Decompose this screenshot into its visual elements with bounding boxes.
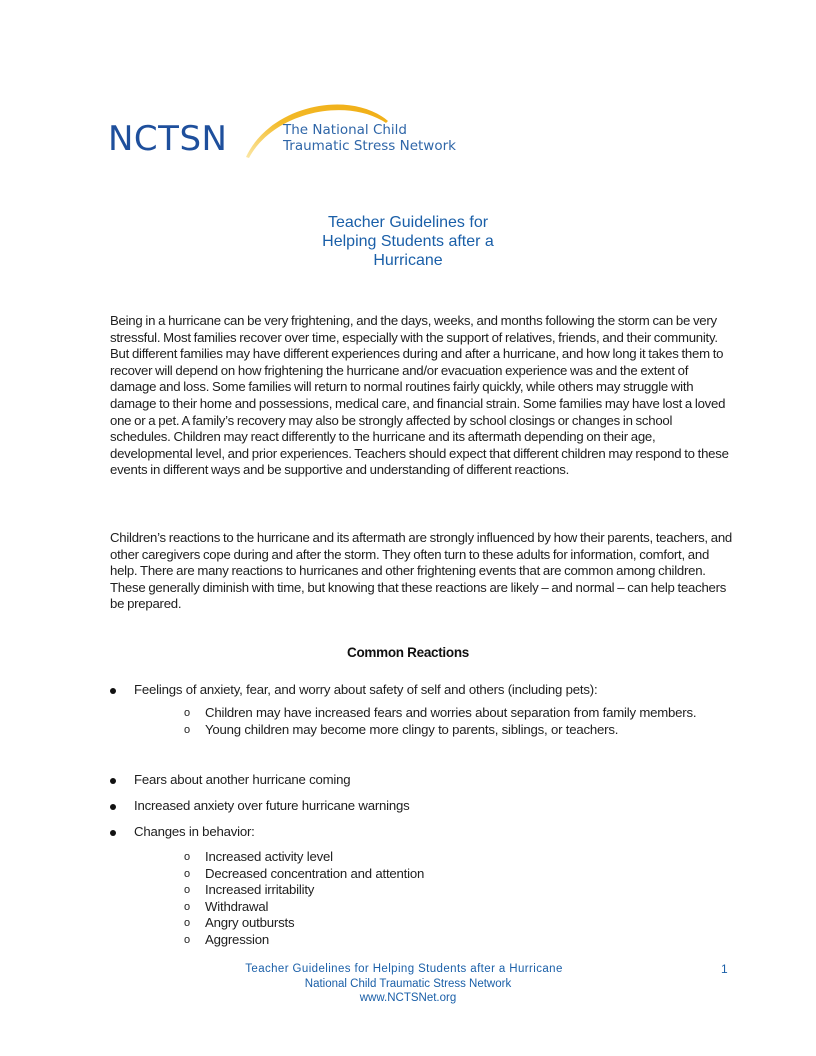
list-item-text: Increased anxiety over future hurricane warnings <box>134 798 410 813</box>
hollow-bullet-icon: o <box>184 900 190 913</box>
list-item-text: Fears about another hurricane coming <box>134 772 351 787</box>
bullet-icon <box>110 778 116 784</box>
document-title <box>0 213 816 270</box>
intro-paragraph: Being in a hurricane can be very frightening, and the days, weeks, and months following the storm can be very stressful. Most families recover over time, especially with the support of relatives, friends, and their community. But different families may have different experiences during and after a hurricane, and how long it takes them to recover will depend on how frightening the hurricane and/or evacuation experience was and the extent of damage and loss. Some families will return to normal routines fairly quickly, while others may struggle with damage to their home and possessions, medical care, and financial strain. Some families may have lost a loved one or a pet. A family’s recovery may also be strongly affected by school closings or changes in school schedules. Children may react differently to the hurricane and its aftermath depending on their age, developmental level, and prior experiences. Teachers should expect that different children may respond to these events in different ways and be supportive and understanding of different reactions. <box>110 313 729 478</box>
sub-list-item <box>184 722 704 739</box>
section-heading-common-reactions: Common Reactions <box>347 645 469 660</box>
reactions-paragraph: Children’s reactions to the hurricane and its aftermath are strongly influenced by how their parents, teachers, and other caregivers cope during and after the storm. They often turn to these adults for information, comfort, and help. There are many reactions to hurricanes and other frightening events that are common among children. These generally diminish with time, but knowing that these reactions are likely – and normal – can help teachers be prepared. <box>110 530 733 612</box>
title-line-2: Helping Students after a <box>322 233 494 250</box>
sub-list <box>184 849 704 949</box>
hollow-bullet-icon: o <box>184 884 190 897</box>
list-item-text: Feelings of anxiety, fear, and worry about safety of self and others (including pets): <box>134 682 598 697</box>
sub-list-item-text: Decreased concentration and attention <box>205 865 425 881</box>
footer-document-title: Teacher Guidelines for Helping Students after a Hurricane <box>245 963 563 975</box>
logo-tagline <box>283 122 456 154</box>
sub-list-item-text: Increased irritability <box>205 882 315 898</box>
hollow-bullet-icon: o <box>184 867 190 880</box>
nctsn-logo <box>108 95 468 165</box>
sub-list-item-text: Angry outbursts <box>205 915 295 931</box>
sub-list-item-text: Children may have increased fears and worries about separation from family members. <box>205 705 697 720</box>
title-line-1: Teacher Guidelines for <box>327 214 489 231</box>
logo-tagline-line-1: The National Child <box>283 122 407 138</box>
hollow-bullet-icon: o <box>184 851 190 863</box>
sub-list-item-text: Withdrawal <box>205 898 269 914</box>
bullet-icon <box>110 804 116 810</box>
list-item-text: Changes in behavior: <box>134 824 255 839</box>
page-number: 1 <box>721 962 728 976</box>
footer-organization: National Child Traumatic Stress Network <box>304 977 512 990</box>
footer-website-link[interactable]: www.NCTSNet.org <box>359 992 457 1004</box>
sub-list-item <box>184 899 704 916</box>
title-line-3: Hurricane <box>373 252 443 269</box>
hollow-bullet-icon: o <box>184 723 190 736</box>
bullet-icon <box>110 830 116 836</box>
sub-list-item <box>184 705 704 722</box>
sub-list-item <box>184 849 704 866</box>
sub-list-item <box>184 866 704 883</box>
hollow-bullet-icon: o <box>184 933 190 946</box>
sub-list-item-text: Aggression <box>205 931 269 947</box>
sub-list-item <box>184 932 704 949</box>
sub-list-item <box>184 915 704 932</box>
hollow-bullet-icon: o <box>184 917 190 930</box>
bullet-icon <box>110 688 116 694</box>
logo-wordmark: NCTSN <box>108 119 228 159</box>
page-footer <box>0 962 816 1006</box>
hollow-bullet-icon: o <box>184 707 190 719</box>
sub-list-item <box>184 882 704 899</box>
sub-list-item-text: Increased activity level <box>205 849 333 864</box>
sub-list-item-text: Young children may become more clingy to parents, siblings, or teachers. <box>205 721 619 737</box>
sub-list <box>184 705 704 738</box>
logo-tagline-line-2: Traumatic Stress Network <box>283 138 456 154</box>
